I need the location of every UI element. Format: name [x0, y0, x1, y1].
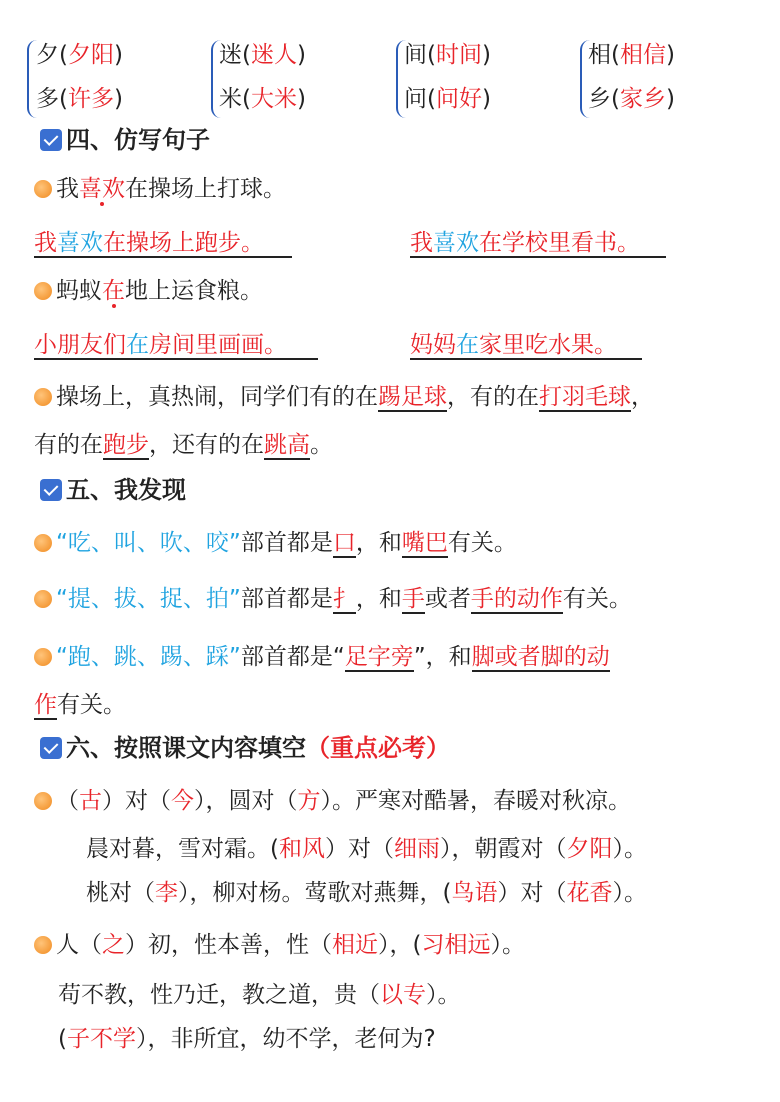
s4-question-2: 蚂蚁在地上运食粮。 — [34, 276, 263, 306]
s5-row-3-line-2: 作有关。 — [34, 692, 126, 718]
s6-line-6: (子不学），非所宜，幼不学，老何为? — [58, 1026, 436, 1052]
bullet-dot-icon — [34, 590, 52, 608]
s6-line-5: 苟不教，性乃迁，教之道，贵（以专）。 — [58, 982, 461, 1008]
bullet-dot-icon — [34, 792, 52, 810]
pair-4-b: 乡(家乡) — [588, 86, 675, 112]
pair-4-a: 相(相信) — [588, 42, 675, 68]
pair-3-a: 间(时间) — [404, 42, 491, 68]
s4-answer-1a-underline — [34, 256, 292, 258]
bullet-dot-icon — [34, 180, 52, 198]
s4-answer-2a: 小朋友们在房间里画画。 — [34, 332, 287, 358]
pair-3-b: 问(问好) — [404, 86, 491, 112]
s4-question-3-line-2: 有的在跑步，还有的在跳高。 — [34, 432, 333, 458]
section-5-heading: 五、我发现 — [40, 474, 186, 506]
s4-answer-2a-underline — [34, 358, 318, 360]
s6-line-3: 桃对（李），柳对杨。莺歌对燕舞，(鸟语）对（花香）。 — [86, 880, 647, 906]
pair-2-b: 米(大米) — [219, 86, 306, 112]
s4-answer-2b-underline — [410, 358, 642, 360]
bullet-dot-icon — [34, 648, 52, 666]
checkbox-icon — [40, 737, 62, 759]
s6-line-1: （古）对（今），圆对（方）。严寒对酷暑，春暖对秋凉。 — [34, 786, 631, 816]
checkbox-icon — [40, 129, 62, 151]
bullet-dot-icon — [34, 388, 52, 406]
checkbox-icon — [40, 479, 62, 501]
section-4-heading: 四、仿写句子 — [40, 124, 210, 156]
s4-question-3-line-1: 操场上，真热闹，同学们有的在踢足球，有的在打羽毛球， — [34, 382, 654, 412]
s5-row-2: “提、拔、捉、拍”部首都是扌，和手或者手的动作有关。 — [34, 584, 632, 614]
s5-row-3-line-1: “跑、跳、踢、踩”部首都是“足字旁”，和脚或者脚的动 — [34, 642, 610, 672]
bullet-dot-icon — [34, 282, 52, 300]
s6-line-2: 晨对暮，雪对霜。(和风）对（细雨），朝霞对（夕阳）。 — [86, 836, 647, 862]
s4-question-1: 我喜欢在操场上打球。 — [34, 174, 286, 204]
s4-answer-2b: 妈妈在家里吃水果。 — [410, 332, 617, 358]
bullet-dot-icon — [34, 534, 52, 552]
section-6-heading: 六、按照课文内容填空（重点必考） — [40, 732, 450, 764]
s4-answer-1a: 我喜欢在操场上跑步。 — [34, 230, 264, 256]
key-exam-tag: （重点必考） — [306, 734, 450, 762]
pair-1-a: 夕(夕阳) — [36, 42, 123, 68]
s5-row-1: “吃、叫、吹、咬”部首都是口，和嘴巴有关。 — [34, 528, 517, 558]
s4-answer-1b-underline — [410, 256, 666, 258]
s4-answer-1b: 我喜欢在学校里看书。 — [410, 230, 640, 256]
pair-2-a: 迷(迷人) — [219, 42, 306, 68]
s6-line-4: 人（之）初，性本善，性（相近），(习相远）。 — [34, 930, 525, 960]
pair-1-b: 多(许多) — [36, 86, 123, 112]
bullet-dot-icon — [34, 936, 52, 954]
